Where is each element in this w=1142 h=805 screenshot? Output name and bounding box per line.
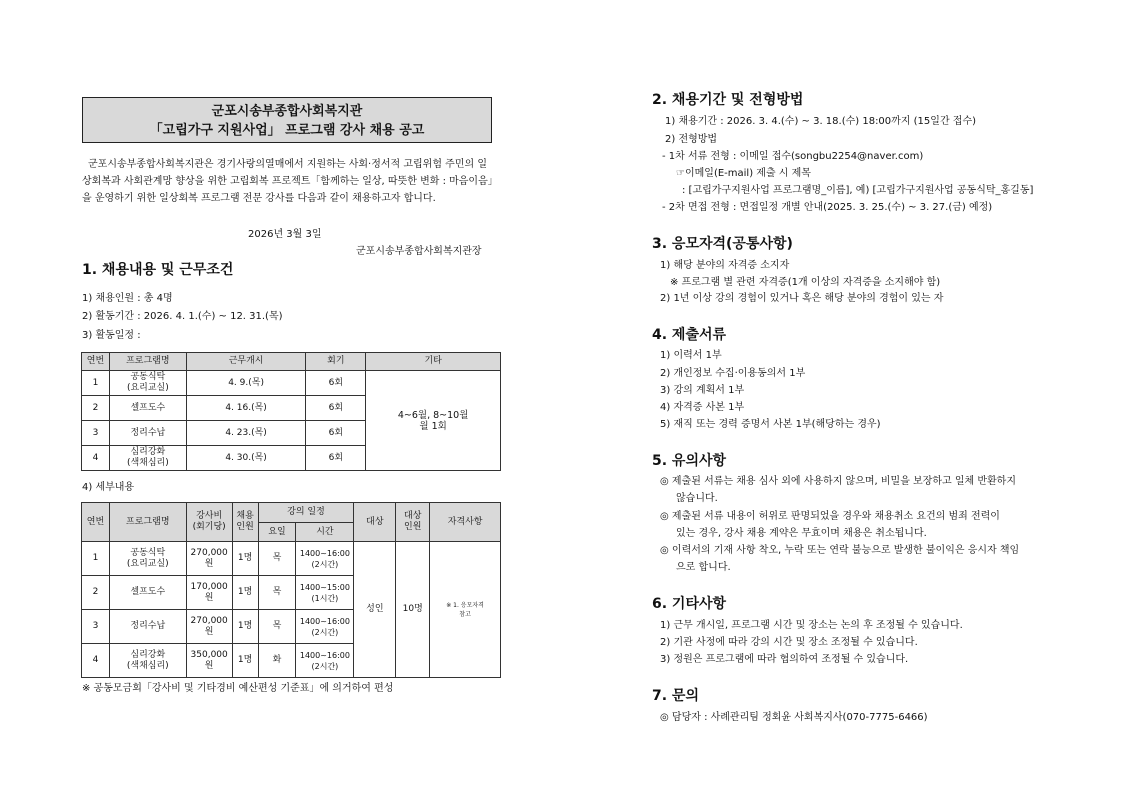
- section6-title: 6. 기타사항: [652, 596, 727, 612]
- time: 1400~16:00: [299, 548, 350, 558]
- duration: (2시간): [311, 559, 339, 569]
- section2-title: 2. 채용기간 및 전형방법: [652, 92, 804, 108]
- t2-target-cell: 성인: [354, 542, 396, 678]
- t2-cell: [296, 542, 354, 576]
- t2-cell: 목: [258, 576, 296, 610]
- t1-cell: 6회: [306, 396, 366, 421]
- t1-cell: 4. 30.(목): [186, 446, 306, 471]
- t1-cell: 6회: [306, 371, 366, 396]
- program-sub: (색채심리): [126, 458, 169, 468]
- t2-cell: 170,000원: [186, 576, 232, 610]
- s4-line: 3) 강의 계획서 1부: [660, 385, 745, 396]
- section5-title: 5. 유의사항: [652, 453, 727, 469]
- t2-cell: 목: [258, 610, 296, 644]
- program-sub: (색채심리): [126, 660, 169, 671]
- time: 1400~16:00: [299, 616, 350, 626]
- fee-label-sub: (회기당): [192, 522, 226, 532]
- t2-head-schedule: 강의 일정: [258, 503, 354, 523]
- notice-date: 2026년 3월 3일: [248, 229, 322, 240]
- t1-cell: 4. 9.(목): [186, 371, 306, 396]
- t2-head-hire: [232, 503, 258, 542]
- t2-head-qual: 자격사항: [430, 503, 501, 542]
- t2-cell: [296, 610, 354, 644]
- s5-line: 않습니다.: [676, 493, 718, 504]
- t1-head-sessions: 회기: [306, 353, 366, 371]
- duration: (2시간): [311, 627, 339, 637]
- program-name: 심리강화: [130, 649, 166, 660]
- intro-paragraph: 군포시송부종합사회복지관은 경기사랑의열매에서 지원하는 사회·정서적 고립위험 주민의 일상회복과 사회관계망 향상을 위한 고립회복 프로젝트「함께하는 일상, 따뜻한 변화 : 마음이음」을 운영하기 위한 일상회복 프로그램 전문 강사를 다음과 같이 채용하고자 합니다.: [82, 159, 493, 204]
- etc-freq: 월 1회: [419, 420, 447, 432]
- section1-title: 1. 채용내용 및 근무조건: [82, 262, 234, 278]
- t1-cell: [109, 446, 186, 471]
- table-row: [82, 542, 501, 576]
- t2-cell: 350,000원: [186, 644, 232, 678]
- t2-cell: 목: [258, 542, 296, 576]
- program-name: 정리수납: [109, 610, 186, 644]
- detail-table: [81, 502, 501, 678]
- t1-cell: 6회: [306, 446, 366, 471]
- t2-cell: 1명: [232, 542, 258, 576]
- t2-cell: [109, 644, 186, 678]
- s5-line: ◎ 이력서의 기재 사항 착오, 누락 또는 연락 불능으로 발생한 불이익은 응시자 책임: [660, 545, 1020, 556]
- section3-title: 3. 응모자격(공통사항): [652, 236, 793, 252]
- t1-head-no: 연번: [82, 353, 110, 371]
- t1-head-name: 프로그램명: [109, 353, 186, 371]
- s4-line: 1) 이력서 1부: [660, 350, 722, 361]
- header-title: 「고립가구 지원사업」 프로그램 강사 채용 공고: [149, 123, 425, 138]
- s5-line: ◎ 제출된 서류 내용이 허위로 판명되었을 경우와 채용취소 요건의 범죄 전력이: [660, 511, 1000, 522]
- t1-head-etc: 기타: [366, 353, 501, 371]
- t1-cell: 3: [82, 421, 110, 446]
- section7-title: 7. 문의: [652, 688, 699, 704]
- t2-cell: [109, 542, 186, 576]
- t1-cell: 1: [82, 371, 110, 396]
- duration: (1시간): [311, 593, 339, 603]
- program-name: 심리강화: [130, 447, 166, 457]
- header-org: 군포시송부종합사회복지관: [211, 104, 363, 119]
- t2-qual-cell: [430, 542, 501, 678]
- t2-cell: 270,000원: [186, 542, 232, 576]
- s3-line: 2) 1년 이상 강의 경험이 있거나 혹은 해당 분야의 경험이 있는 자: [660, 293, 944, 304]
- issuer: 군포시송부종합사회복지관장: [356, 246, 482, 257]
- s2-line: ☞이메일(E-mail) 제출 시 제목: [676, 168, 811, 179]
- t1-cell: [109, 371, 186, 396]
- program-name: 공동식탁: [130, 547, 166, 558]
- program-name: 정리수납: [109, 421, 186, 446]
- section4-title: 4. 제출서류: [652, 327, 727, 343]
- time: 1400~16:00: [299, 650, 350, 660]
- s6-line: 1) 근무 개시일, 프로그램 시간 및 장소는 논의 후 조정될 수 있습니다.: [660, 620, 963, 631]
- program-sub: (요리교실): [126, 558, 169, 569]
- table-row: [82, 371, 501, 396]
- t2-cell: 1명: [232, 610, 258, 644]
- t1-cell: 4. 23.(목): [186, 421, 306, 446]
- t2-cell: 1명: [232, 576, 258, 610]
- t1-etc-cell: [366, 371, 501, 471]
- s1-line4: 4) 세부내용: [82, 482, 135, 493]
- count-label-sub: 인원: [404, 522, 422, 532]
- hire-label: 채용: [236, 511, 254, 521]
- qual-text: ※ 1. 응모자격: [446, 601, 484, 609]
- t1-cell: 2: [82, 396, 110, 421]
- t2-head-target: 대상: [354, 503, 396, 542]
- program-sub: (요리교실): [126, 383, 169, 393]
- t1-cell: 6회: [306, 421, 366, 446]
- s3-line: 1) 해당 분야의 자격증 소지자: [660, 260, 790, 271]
- duration: (2시간): [311, 661, 339, 671]
- s4-line: 5) 재직 또는 경력 증명서 사본 1부(해당하는 경우): [660, 419, 881, 430]
- hire-label-sub: 인원: [236, 522, 254, 532]
- t2-head-time: 시간: [296, 523, 354, 542]
- t1-cell: 4: [82, 446, 110, 471]
- notice-header-box: [82, 97, 492, 143]
- s2-line: 1) 채용기간 : 2026. 3. 4.(수) ~ 3. 18.(수) 18:00까지 (15일간 접수): [665, 116, 977, 127]
- fee-label: 강사비: [196, 511, 223, 521]
- t2-cell: 1명: [232, 644, 258, 678]
- s5-line: 있는 경우, 강사 채용 계약은 무효이며 채용은 취소됩니다.: [676, 528, 927, 539]
- qual-text-sub: 참고: [459, 610, 471, 618]
- s1-line3: 3) 활동일정 :: [82, 330, 141, 341]
- t2-cell: 3: [82, 610, 110, 644]
- s5-line: 으로 합니다.: [676, 562, 731, 573]
- program-name: 공동식탁: [130, 372, 166, 382]
- t2-cell: 화: [258, 644, 296, 678]
- t2-cell: [296, 644, 354, 678]
- s1-line2: 2) 활동기간 : 2026. 4. 1.(수) ~ 12. 31.(목): [82, 311, 283, 322]
- program-name: 셀프도수: [109, 396, 186, 421]
- s4-line: 4) 자격증 사본 1부: [660, 402, 745, 413]
- s6-line: 3) 정원은 프로그램에 따라 협의하여 조정될 수 있습니다.: [660, 654, 909, 665]
- s5-line: ◎ 제출된 서류는 채용 심사 외에 사용하지 않으며, 비밀을 보장하고 일체 반환하지: [660, 476, 1016, 487]
- s3-line: ※ 프로그램 별 관련 자격증(1개 이상의 자격증을 소지해야 함): [670, 277, 941, 288]
- t1-head-start: 근무개시: [186, 353, 306, 371]
- s2-line: 2) 전형방법: [665, 134, 718, 145]
- s6-line: 2) 기관 사정에 따라 강의 시간 및 장소 조정될 수 있습니다.: [660, 637, 918, 648]
- t2-cell: 2: [82, 576, 110, 610]
- t2-head-no: 연번: [82, 503, 110, 542]
- t2-head-name: 프로그램명: [109, 503, 186, 542]
- budget-note: ※ 공동모금회「강사비 및 기타경비 예산편성 기준표」에 의거하여 편성: [82, 683, 394, 694]
- s2-line: - 2차 면접 전형 : 면접일정 개별 안내(2025. 3. 25.(수) ~ 3. 27.(금) 예정): [662, 202, 993, 213]
- s2-line: : [고립가구지원사업 프로그램명_이름], 예) [고립가구지원사업 공동식탁_홍길동]: [682, 185, 1034, 196]
- count-label: 대상: [404, 511, 422, 521]
- t2-cell: 270,000원: [186, 610, 232, 644]
- time: 1400~15:00: [299, 582, 350, 592]
- program-name: 셀프도수: [109, 576, 186, 610]
- t2-cell: 1: [82, 542, 110, 576]
- t1-cell: 4. 16.(목): [186, 396, 306, 421]
- t2-head-day: 요일: [258, 523, 296, 542]
- t2-head-fee: [186, 503, 232, 542]
- s4-line: 2) 개인정보 수집·이용동의서 1부: [660, 368, 806, 379]
- s1-line1: 1) 채용인원 : 총 4명: [82, 293, 173, 304]
- t2-cell: 4: [82, 644, 110, 678]
- s2-line: - 1차 서류 전형 : 이메일 접수(songbu2254@naver.com): [662, 151, 924, 162]
- t2-head-count: [396, 503, 430, 542]
- t2-count-cell: 10명: [396, 542, 430, 678]
- etc-months: 4~6월, 8~10월: [397, 409, 469, 421]
- schedule-table: [81, 352, 501, 471]
- contact-line: ◎ 담당자 : 사례관리팀 정회윤 사회복지사(070-7775-6466): [660, 712, 928, 723]
- t2-cell: [296, 576, 354, 610]
